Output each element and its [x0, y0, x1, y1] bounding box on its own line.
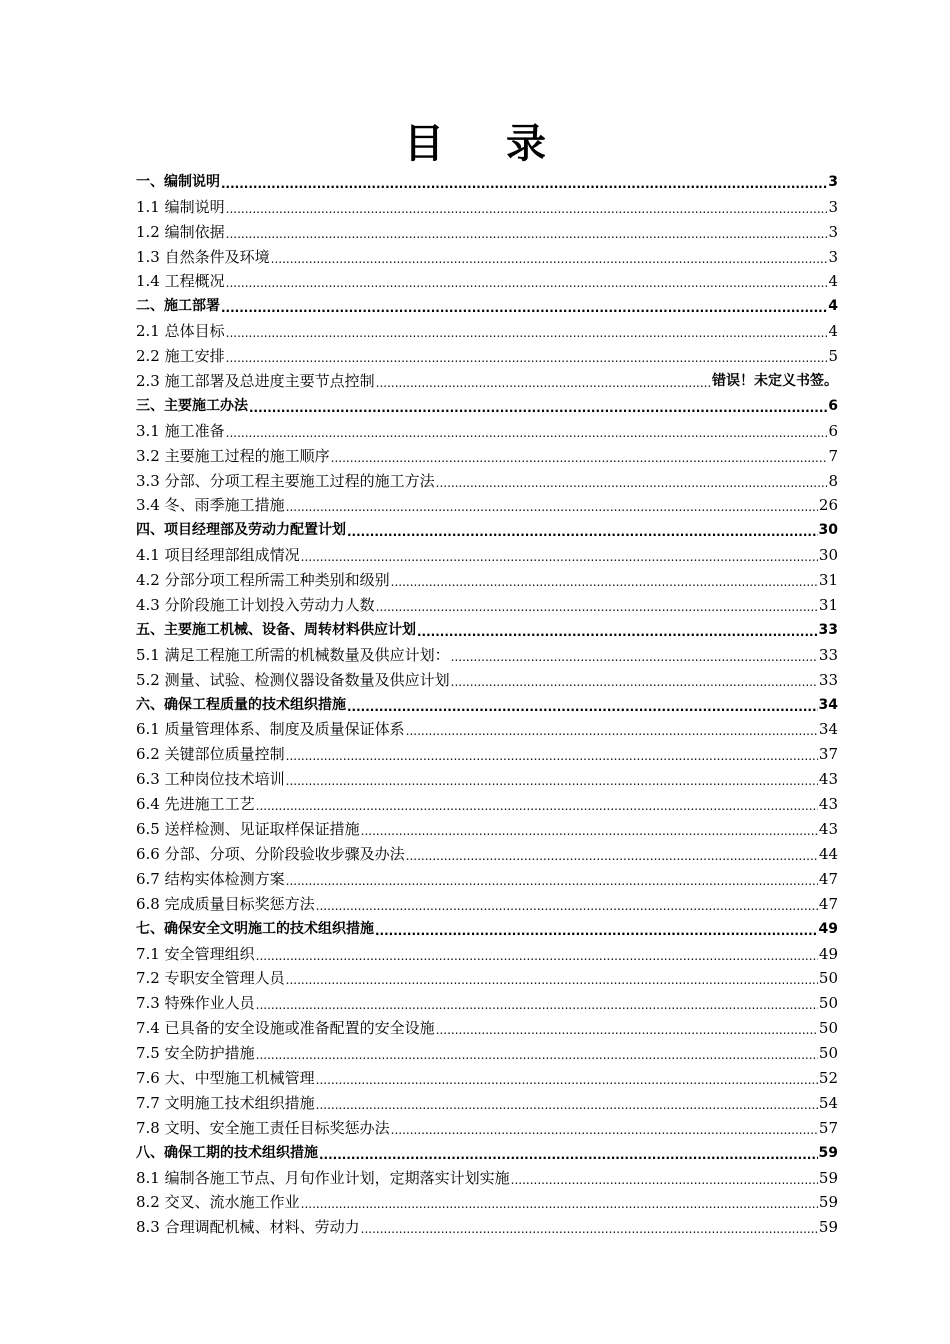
- toc-dot-leader: [347, 521, 818, 539]
- toc-section-entry[interactable]: [136, 1137, 838, 1162]
- toc-subsection-entry[interactable]: [136, 1037, 838, 1062]
- toc-entry-title: 2.1 总体目标: [136, 322, 225, 341]
- toc-subsection-entry[interactable]: [136, 216, 838, 241]
- toc-entry-title: 八、确保工期的技术组织措施: [136, 1144, 318, 1161]
- toc-subsection-entry[interactable]: [136, 440, 838, 465]
- toc-entry-page-number: 33: [818, 670, 838, 689]
- toc-subsection-entry[interactable]: [136, 415, 838, 440]
- toc-section-entry[interactable]: [136, 689, 838, 714]
- title-char-1: 目: [404, 121, 444, 167]
- toc-entry-title: 1.3 自然条件及环境: [136, 247, 270, 266]
- toc-subsection-entry[interactable]: [136, 714, 838, 739]
- toc-subsection-entry[interactable]: [136, 1187, 838, 1212]
- toc-entry-title: 5.2 测量、试验、检测仪器设备数量及供应计划: [136, 670, 450, 689]
- toc-dot-leader: [376, 596, 818, 614]
- toc-entry-page-number: 31: [818, 596, 838, 615]
- toc-entry-page-number: 3: [828, 222, 838, 241]
- toc-dot-leader: [376, 372, 711, 390]
- toc-entry-title: 7.6 大、中型施工机械管理: [136, 1068, 315, 1087]
- toc-entry-title: 7.4 已具备的安全设施或准备配置的安全设施: [136, 1019, 435, 1038]
- toc-dot-leader: [406, 845, 818, 863]
- toc-subsection-entry[interactable]: [136, 788, 838, 813]
- toc-entry-page-number: 50: [818, 1019, 838, 1038]
- toc-entry-title: 3.4 冬、雨季施工措施: [136, 496, 285, 515]
- toc-subsection-entry[interactable]: [136, 1112, 838, 1137]
- toc-entry-title: 1.1 编制说明: [136, 197, 225, 216]
- toc-subsection-entry[interactable]: [136, 564, 838, 589]
- toc-dot-leader: [256, 1044, 818, 1062]
- toc-entry-page-number: 4: [828, 322, 838, 341]
- toc-dot-leader: [511, 1169, 818, 1187]
- toc-dot-leader: [226, 347, 828, 365]
- toc-dot-leader: [301, 546, 818, 564]
- toc-entry-page-number: 52: [818, 1068, 838, 1087]
- toc-section-entry[interactable]: [136, 290, 838, 315]
- toc-subsection-entry[interactable]: [136, 1162, 838, 1187]
- toc-entry-page-number: 6: [828, 397, 838, 414]
- toc-entry-title: 7.3 特殊作业人员: [136, 994, 255, 1013]
- toc-entry-page-number: 8: [828, 471, 838, 490]
- toc-entry-title: 4.2 分部分项工程所需工种类别和级别: [136, 571, 390, 590]
- toc-entry-page-number: 50: [818, 994, 838, 1013]
- toc-entry-page-number: 26: [818, 496, 838, 515]
- toc-entry-page-number: 3: [828, 197, 838, 216]
- toc-dot-leader: [391, 571, 818, 589]
- toc-subsection-entry[interactable]: [136, 490, 838, 515]
- toc-entry-title: 6.6 分部、分项、分阶段验收步骤及办法: [136, 844, 405, 863]
- toc-entry-title: 3.3 分部、分项工程主要施工过程的施工方法: [136, 471, 435, 490]
- table-of-contents: [136, 166, 838, 1236]
- toc-section-entry[interactable]: [136, 166, 838, 191]
- toc-section-entry[interactable]: [136, 390, 838, 415]
- toc-entry-page-number: 47: [818, 869, 838, 888]
- toc-entry-title: 7.1 安全管理组织: [136, 944, 255, 963]
- toc-entry-page-number: 44: [818, 844, 838, 863]
- toc-dot-leader: [331, 447, 828, 465]
- toc-entry-page-number: 43: [818, 795, 838, 814]
- toc-section-entry[interactable]: [136, 614, 838, 639]
- toc-entry-title: 四、项目经理部及劳动力配置计划: [136, 522, 346, 539]
- toc-subsection-entry[interactable]: [136, 465, 838, 490]
- toc-dot-leader: [406, 720, 818, 738]
- toc-entry-title: 8.2 交叉、流水施工作业: [136, 1193, 300, 1212]
- toc-entry-title: 7.2 专职安全管理人员: [136, 969, 285, 988]
- toc-subsection-entry[interactable]: [136, 838, 838, 863]
- toc-subsection-entry[interactable]: [136, 938, 838, 963]
- toc-entry-page-number: 59: [818, 1193, 838, 1212]
- toc-entry-page-number: 50: [818, 1044, 838, 1063]
- toc-entry-page-number: 54: [818, 1093, 838, 1112]
- toc-entry-page-number: 34: [818, 696, 838, 713]
- toc-dot-leader: [256, 994, 818, 1012]
- toc-subsection-entry[interactable]: [136, 763, 838, 788]
- toc-entry-title: 3.2 主要施工过程的施工顺序: [136, 446, 330, 465]
- toc-dot-leader: [436, 472, 828, 490]
- toc-entry-title: 6.1 质量管理体系、制度及质量保证体系: [136, 720, 405, 739]
- toc-subsection-entry[interactable]: [136, 888, 838, 913]
- toc-subsection-entry[interactable]: [136, 191, 838, 216]
- toc-entry-page-number: 34: [818, 720, 838, 739]
- toc-dot-leader: [221, 297, 827, 315]
- toc-entry-page-number: 49: [818, 944, 838, 963]
- toc-subsection-entry[interactable]: [136, 738, 838, 763]
- toc-subsection-entry[interactable]: [136, 589, 838, 614]
- toc-entry-page-number: 50: [818, 969, 838, 988]
- toc-subsection-entry[interactable]: [136, 241, 838, 266]
- title-char-2: 录: [506, 121, 546, 167]
- toc-subsection-entry[interactable]: [136, 539, 838, 564]
- toc-subsection-entry[interactable]: [136, 1211, 838, 1236]
- toc-entry-page-number: 31: [818, 571, 838, 590]
- toc-subsection-entry[interactable]: [136, 1087, 838, 1112]
- toc-entry-title: 3.1 施工准备: [136, 421, 225, 440]
- toc-entry-page-number: 33: [818, 645, 838, 664]
- toc-entry-page-number: 30: [818, 522, 838, 539]
- toc-dot-leader: [226, 422, 828, 440]
- toc-entry-title: 一、编制说明: [136, 173, 220, 190]
- toc-entry-page-number: 30: [818, 546, 838, 565]
- toc-entry-title: 4.1 项目经理部组成情况: [136, 546, 300, 565]
- toc-subsection-entry[interactable]: [136, 365, 838, 390]
- toc-entry-page-number: 47: [818, 894, 838, 913]
- toc-entry-title: 1.4 工程概况: [136, 272, 225, 291]
- toc-entry-title: 6.3 工种岗位技术培训: [136, 770, 285, 789]
- toc-dot-leader: [286, 870, 818, 888]
- toc-entry-page-number: 5: [828, 347, 838, 366]
- toc-subsection-entry[interactable]: [136, 664, 838, 689]
- toc-entry-title: 2.3 施工部署及总进度主要节点控制: [136, 372, 375, 391]
- toc-entry-title: 6.5 送样检测、见证取样保证措施: [136, 820, 360, 839]
- toc-entry-title: 6.4 先进施工工艺: [136, 795, 255, 814]
- toc-entry-title: 8.1 编制各施工节点、月旬作业计划，定期落实计划实施: [136, 1168, 510, 1187]
- toc-dot-leader: [319, 1144, 818, 1162]
- toc-entry-page-number: 57: [818, 1118, 838, 1137]
- toc-dot-leader: [271, 248, 828, 266]
- toc-subsection-entry[interactable]: [136, 963, 838, 988]
- toc-subsection-entry[interactable]: [136, 813, 838, 838]
- toc-subsection-entry[interactable]: [136, 987, 838, 1012]
- toc-dot-leader: [256, 945, 818, 963]
- toc-entry-page-number: 4: [828, 298, 838, 315]
- toc-entry-page-number: 7: [828, 446, 838, 465]
- toc-entry-title: 6.8 完成质量目标奖惩方法: [136, 894, 315, 913]
- toc-entry-page-number: 59: [818, 1218, 838, 1237]
- toc-section-entry[interactable]: [136, 514, 838, 539]
- toc-entry-title: 三、主要施工办法: [136, 397, 248, 414]
- toc-dot-leader: [221, 173, 827, 191]
- toc-subsection-entry[interactable]: [136, 266, 838, 291]
- toc-dot-leader: [451, 671, 818, 689]
- toc-dot-leader: [417, 621, 818, 639]
- toc-entry-page-number: 6: [828, 421, 838, 440]
- toc-dot-leader: [226, 272, 828, 290]
- toc-entry-page-number: 33: [818, 621, 838, 638]
- toc-entry-title: 7.5 安全防护措施: [136, 1044, 255, 1063]
- toc-section-entry[interactable]: [136, 913, 838, 938]
- toc-dot-leader: [301, 1193, 818, 1211]
- toc-dot-leader: [286, 496, 818, 514]
- toc-entry-page-number: 59: [818, 1144, 838, 1161]
- toc-entry-page-number: 3: [828, 247, 838, 266]
- toc-entry-title: 5.1 满足工程施工所需的机械数量及供应计划：: [136, 645, 450, 664]
- toc-dot-leader: [375, 920, 818, 938]
- toc-entry-title: 七、确保安全文明施工的技术组织措施: [136, 920, 374, 937]
- toc-dot-leader: [347, 696, 818, 714]
- toc-dot-leader: [316, 1094, 818, 1112]
- toc-entry-title: 1.2 编制依据: [136, 222, 225, 241]
- toc-dot-leader: [436, 1019, 818, 1037]
- toc-entry-page-number: 43: [818, 770, 838, 789]
- toc-entry-title: 2.2 施工安排: [136, 347, 225, 366]
- toc-entry-page-number: 37: [818, 745, 838, 764]
- toc-entry-page-number: 43: [818, 820, 838, 839]
- toc-dot-leader: [286, 770, 818, 788]
- toc-entry-page-number: 4: [828, 272, 838, 291]
- toc-subsection-entry[interactable]: [136, 340, 838, 365]
- toc-subsection-entry[interactable]: [136, 863, 838, 888]
- toc-dot-leader: [256, 795, 818, 813]
- toc-subsection-entry[interactable]: [136, 1062, 838, 1087]
- toc-entry-page-number: 59: [818, 1168, 838, 1187]
- toc-entry-page-number: 49: [818, 920, 838, 937]
- toc-dot-leader: [249, 397, 827, 415]
- toc-entry-title: 二、施工部署: [136, 298, 220, 315]
- toc-dot-leader: [226, 223, 828, 241]
- toc-dot-leader: [361, 1218, 818, 1236]
- toc-entry-error-text: 错误！未定义书签。: [712, 373, 838, 390]
- toc-entry-title: 7.8 文明、安全施工责任目标奖惩办法: [136, 1118, 390, 1137]
- toc-entry-title: 4.3 分阶段施工计划投入劳动力人数: [136, 596, 375, 615]
- toc-dot-leader: [286, 969, 818, 987]
- toc-entry-title: 7.7 文明施工技术组织措施: [136, 1093, 315, 1112]
- toc-dot-leader: [451, 646, 818, 664]
- toc-subsection-entry[interactable]: [136, 315, 838, 340]
- toc-entry-title: 6.2 关键部位质量控制: [136, 745, 285, 764]
- toc-dot-leader: [316, 895, 818, 913]
- toc-entry-title: 6.7 结构实体检测方案: [136, 869, 285, 888]
- toc-dot-leader: [316, 1069, 818, 1087]
- page-title: [0, 116, 950, 172]
- toc-dot-leader: [361, 820, 818, 838]
- toc-entry-page-number: 3: [828, 173, 838, 190]
- toc-subsection-entry[interactable]: [136, 1012, 838, 1037]
- toc-entry-title: 8.3 合理调配机械、材料、劳动力: [136, 1218, 360, 1237]
- toc-dot-leader: [391, 1119, 818, 1137]
- toc-dot-leader: [226, 198, 828, 216]
- toc-dot-leader: [286, 745, 818, 763]
- toc-entry-title: 五、主要施工机械、设备、周转材料供应计划: [136, 621, 416, 638]
- toc-subsection-entry[interactable]: [136, 639, 838, 664]
- toc-dot-leader: [226, 322, 828, 340]
- toc-entry-title: 六、确保工程质量的技术组织措施: [136, 696, 346, 713]
